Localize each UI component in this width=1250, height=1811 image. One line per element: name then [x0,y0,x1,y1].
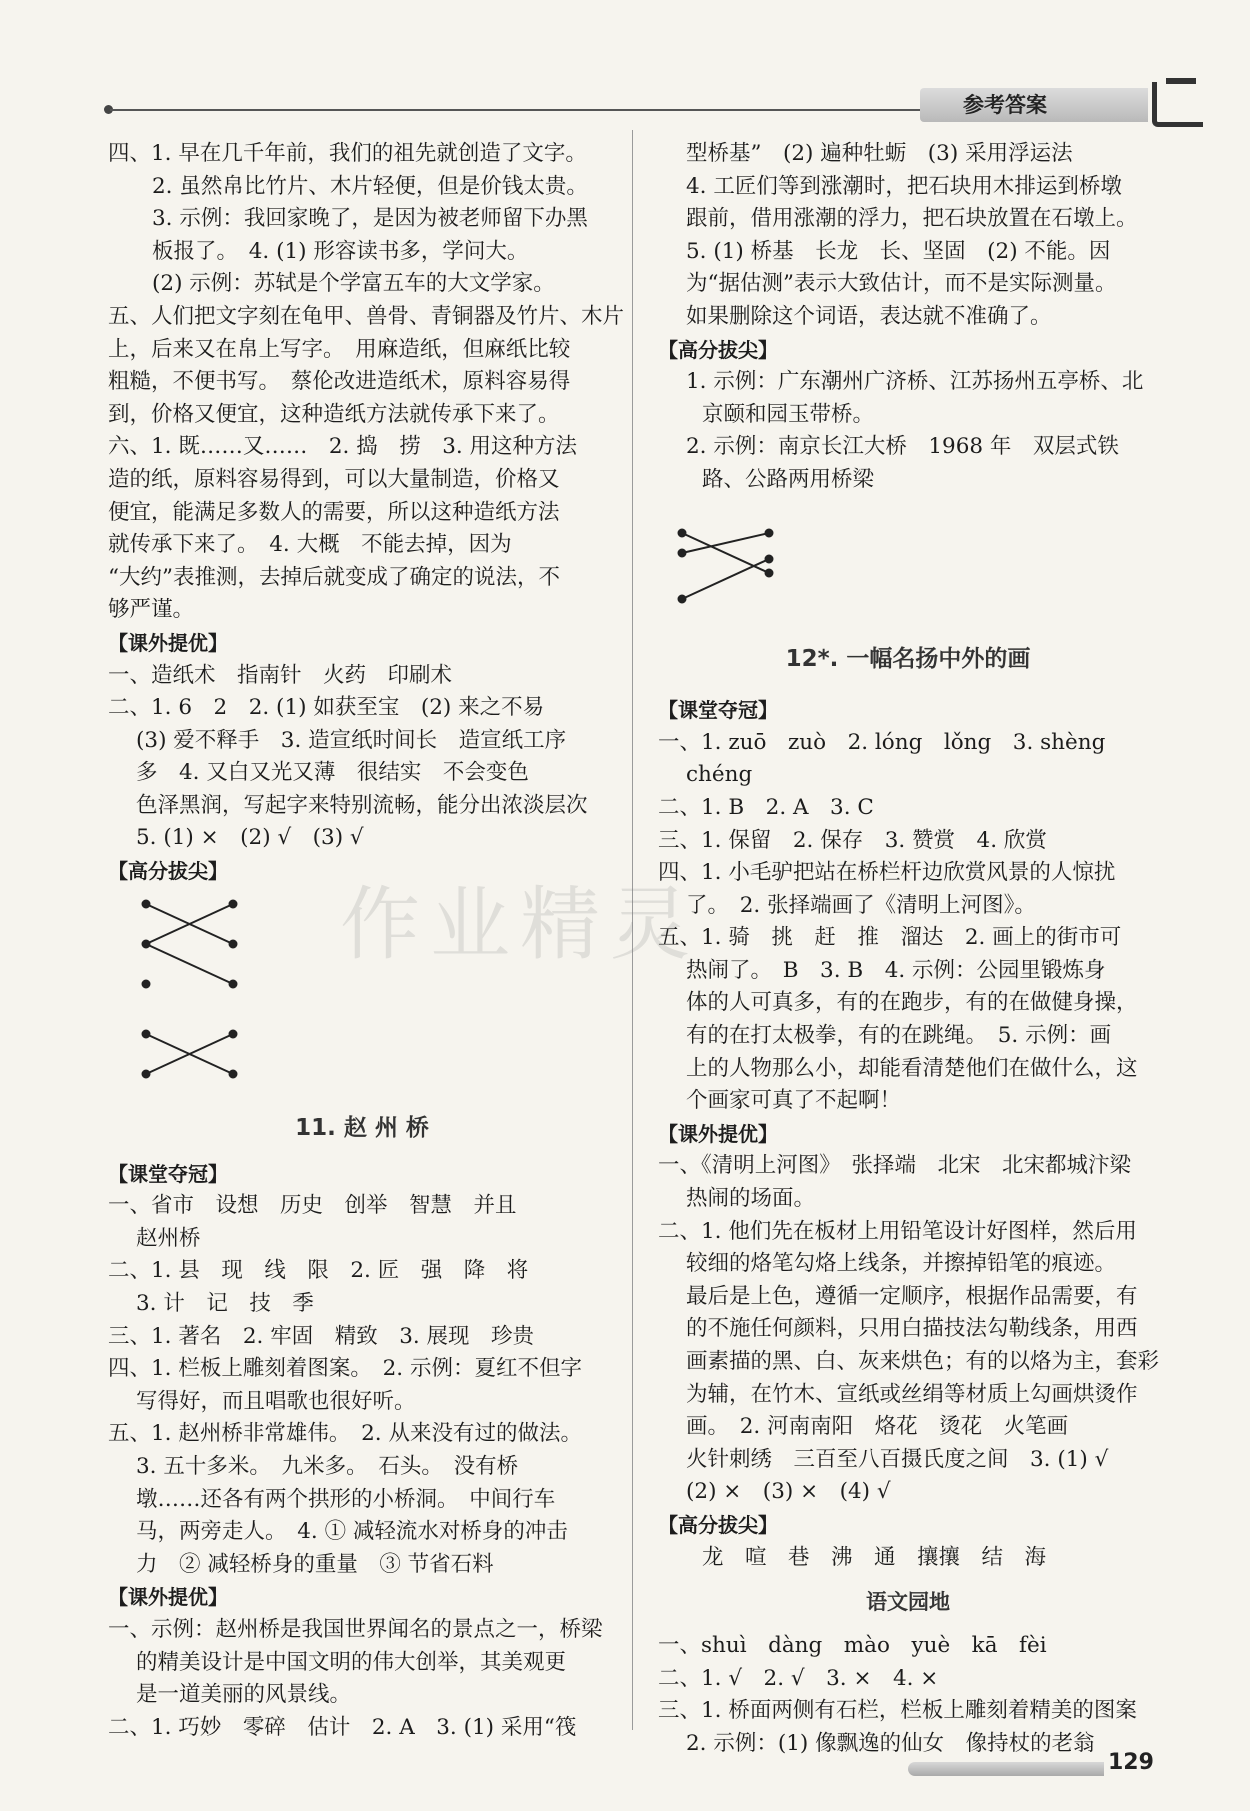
answer-line: 5. (1) 桥基 长龙 长、坚固 (2) 不能。因 [686,238,1111,264]
right-column [658,138,1158,1761]
answer-line: 上的人物那么小，却能看清楚他们在做什么，这 [686,1055,1138,1081]
answer-line: 一、《清明上河图》 张择端 北宋 北宋都城汴梁 [658,1153,1132,1179]
answer-line: (3) 爱不释手 3. 造宣纸时间长 造宣纸工序 [136,727,567,753]
answer-line: 京颐和园玉带桥。 [702,401,875,427]
answer-line: 跟前，借用涨潮的浮力，把石块放置在石墩上。 [686,206,1138,232]
answer-line: 火针刺绣 三百至八百摄氏度之间 3. (1) √ [686,1446,1109,1472]
answer-line: 力 ② 减轻桥身的重量 ③ 节省石料 [136,1551,494,1577]
answer-line: 了。 2. 张择端画了《清明上河图》。 [686,892,1036,918]
left-column [108,138,625,1744]
answer-line: 二、1. B 2. A 3. C [658,794,874,820]
answer-line: 粗糙，不便书写。 蔡伦改进造纸术，原料容易得 [108,369,571,395]
answer-line: 一、1. zuō zuò 2. lóng lǒng 3. shèng [658,729,1106,755]
answer-line: 四、1. 小毛驴把站在桥栏杆边欣赏风景的人惊扰 [658,860,1116,886]
page-number-bar [908,1762,1104,1776]
answer-line: 热闹的场面。 [686,1186,816,1212]
answer-line: 的不施任何颜料，只用白描技法勾勒线条，用西 [686,1316,1138,1342]
watermark: 作业精灵 [340,878,700,971]
answer-line: 有的在打太极拳，有的在跳绳。 5. 示例：画 [686,1023,1112,1049]
answer-line: 一、示例：赵州桥是我国世界闻名的景点之一，桥梁 [108,1616,603,1642]
page-number: 129 [1108,1750,1154,1775]
book-corner-icon [1152,82,1203,127]
answer-line: 热闹了。 B 3. B 4. 示例：公园里锻炼身 [686,957,1106,983]
answer-line: 2. 示例：(1) 像飘逸的仙女 像持杖的老翁 [686,1730,1095,1756]
lesson-title: 11. 赵 州 桥 [295,1114,429,1141]
answer-line: chéng [686,762,753,788]
answer-line: 五、1. 赵州桥非常雄伟。 2. 从来没有过的做法。 [108,1421,582,1447]
answer-line: 最后是上色，遵循一定顺序，根据作品需要，有 [686,1283,1138,1309]
matching-diagram [108,888,616,1098]
answer-line: (2) 示例：苏轼是个学富五车的大文学家。 [152,271,555,297]
answer-line: 五、1. 骑 挑 赶 推 溜达 2. 画上的街市可 [658,925,1122,951]
answer-line: 色泽黑润，写起字来特别流畅，能分出浓淡层次 [136,792,588,818]
answer-line: 2. 示例：南京长江大桥 1968 年 双层式铁 [686,434,1119,460]
answer-line: 5. (1) × (2) √ (3) √ [136,825,364,851]
answer-line: 一、shuì dàng mào yuè kā fèi [658,1633,1047,1659]
answer-line: 4. 工匠们等到涨潮时，把石块用木排运到桥墩 [686,173,1122,199]
answer-line: 龙 喧 巷 沸 通 攘攘 结 海 [702,1544,1047,1570]
matching-lines [138,888,258,1088]
answer-line: 五、人们把文字刻在龟甲、兽骨、青铜器及竹片、木片 [108,303,625,329]
answer-line: 造的纸，原料容易得到，可以大量制造，价格又 [108,466,560,492]
section-heading: 【课外提优】 [108,1585,228,1610]
answer-line: 一、省市 设想 历史 创举 智慧 并且 [108,1193,517,1219]
answer-line: 赵州桥 [136,1225,201,1251]
answer-line: 墩……还各有两个拱形的小桥洞。 中间行车 [136,1486,556,1512]
answer-line: 三、1. 著名 2. 牢固 精致 3. 展现 珍贵 [108,1323,535,1349]
answer-line: 二、1. 他们先在板材上用铅笔设计好图样，然后用 [658,1218,1137,1244]
answer-line: 就传承下来了。 4. 大概 不能去掉，因为 [108,532,512,558]
answer-line: 二、1. 6 2 2. (1) 如获至宝 (2) 来之不易 [108,695,545,721]
matching-diagram [658,529,1158,624]
answer-line: 多 4. 又白又光又薄 很结实 不会变色 [136,760,529,786]
section-title: 语文园地 [866,1590,950,1615]
answer-line: 三、1. 桥面两侧有石栏，栏板上雕刻着精美的图案 [658,1698,1137,1724]
answer-line: 四、1. 早在几千年前，我们的祖先就创造了文字。 [108,141,587,166]
answer-line: 六、1. 既……又…… 2. 捣 捞 3. 用这种方法 [108,434,578,460]
answer-line: 便宜，能满足多数人的需要，所以这种造纸方法 [108,499,560,525]
answer-line: 型桥基” (2) 遍种牡蛎 (3) 采用浮运法 [686,141,1073,166]
section-heading: 【课外提优】 [658,1121,778,1146]
answer-line: 为“据估测”表示大致估计，而不是实际测量。 [686,271,1117,297]
section-heading: 【高分拔尖】 [658,1512,778,1537]
answer-line: 2. 虽然帛比竹片、木片轻便，但是价钱太贵。 [152,173,588,199]
answer-line: 3. 计 记 技 季 [136,1291,314,1317]
answer-line: 四、1. 栏板上雕刻着图案。 2. 示例：夏红不但字 [108,1356,582,1382]
answer-line: 如果删除这个词语，表达就不准确了。 [686,303,1052,329]
answer-line: 二、1. 县 现 线 限 2. 匠 强 降 将 [108,1258,529,1284]
answer-line: 路、公路两用桥梁 [702,466,875,492]
header-label: 参考答案 [963,93,1047,117]
answer-line: 上，后来又在帛上写字。 用麻造纸，但麻纸比较 [108,336,571,362]
answer-line: 为辅，在竹木、宣纸或丝绢等材质上勾画烘烫作 [686,1381,1138,1407]
answer-line: 画素描的黑、白、灰来烘色；有的以烙为主，套彩 [686,1349,1160,1374]
matching-lines [674,519,794,609]
answer-line: 一、造纸术 指南针 火药 印刷术 [108,662,453,688]
answer-line: 较细的烙笔勾烙上线条，并擦掉铅笔的痕迹。 [686,1251,1117,1277]
answer-line: 体的人可真多，有的在跑步，有的在做健身操， [686,990,1138,1016]
answer-line: 3. 示例：我回家晚了，是因为被老师留下办黑 [152,206,588,232]
section-heading: 【课外提优】 [108,630,228,655]
answer-line: 到，价格又便宜，这种造纸方法就传承下来了。 [108,401,560,427]
answer-line: 三、1. 保留 2. 保存 3. 赞赏 4. 欣赏 [658,827,1047,853]
section-heading: 【课堂夺冠】 [658,698,778,723]
section-heading: 【高分拔尖】 [108,859,228,884]
lesson-title: 12*. 一幅名扬中外的画 [785,646,1031,673]
answer-line: “大约”表推测，去掉后就变成了确定的说法，不 [108,564,560,590]
answer-line: (2) × (3) × (4) √ [686,1479,891,1505]
answer-line: 1. 示例：广东潮州广济桥、江苏扬州五亭桥、北 [686,369,1144,395]
answer-line: 二、1. √ 2. √ 3. × 4. × [658,1665,939,1691]
answer-line: 够严谨。 [108,597,195,623]
answer-line: 3. 五十多米。 九米多。 石头。 没有桥 [136,1454,519,1479]
answer-line: 画。 2. 河南南阳 烙花 烫花 火笔画 [686,1414,1069,1440]
answer-line: 是一道美丽的风景线。 [136,1682,352,1708]
answer-line: 板报了。 4. (1) 形容读书多，学问大。 [152,238,529,264]
answer-line: 写得好，而且唱歌也很好听。 [136,1388,416,1414]
answer-line: 马，两旁走人。 4. ① 减轻流水对桥身的冲击 [136,1519,568,1545]
section-heading: 【高分拔尖】 [658,337,778,362]
answer-line: 个画家可真了不起啊！ [686,1088,902,1114]
answer-line: 的精美设计是中国文明的伟大创举，其美观更 [136,1649,567,1675]
header-rule [110,109,920,111]
answer-line: 二、1. 巧妙 零碎 估计 2. A 3. (1) 采用“筏 [108,1714,577,1740]
section-heading: 【课堂夺冠】 [108,1161,228,1186]
